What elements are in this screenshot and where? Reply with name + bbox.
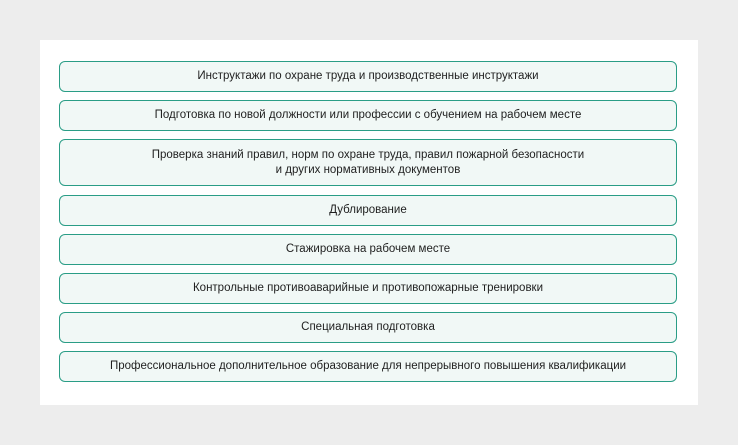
item-label: Дублирование (329, 204, 407, 216)
item-label: Инструктажи по охране труда и производственные инструктажи (197, 70, 539, 82)
list-item-briefings (59, 61, 677, 92)
list-item-duplication (59, 195, 677, 226)
list-item-emergency-drills (59, 273, 677, 304)
list-item-knowledge-check (59, 139, 677, 186)
list-item-internship (59, 234, 677, 265)
item-label: Специальная подготовка (301, 321, 435, 333)
list-item-professional-education (59, 351, 677, 382)
list-item-special-training (59, 312, 677, 343)
item-label: Подготовка по новой должности или профессии с обучением на рабочем месте (154, 109, 582, 121)
item-label: Профессиональное дополнительное образование для непрерывного повышения квалификации (109, 360, 627, 372)
list-item-new-position-training (59, 100, 677, 131)
item-label: Контрольные противоаварийные и противопожарные тренировки (192, 282, 544, 294)
item-label: Проверка знаний правил, норм по охране труда, правил пожарной безопасности и других нормативных документов (151, 148, 585, 176)
item-label: Стажировка на рабочем месте (285, 243, 451, 255)
diagram-panel (40, 40, 698, 405)
